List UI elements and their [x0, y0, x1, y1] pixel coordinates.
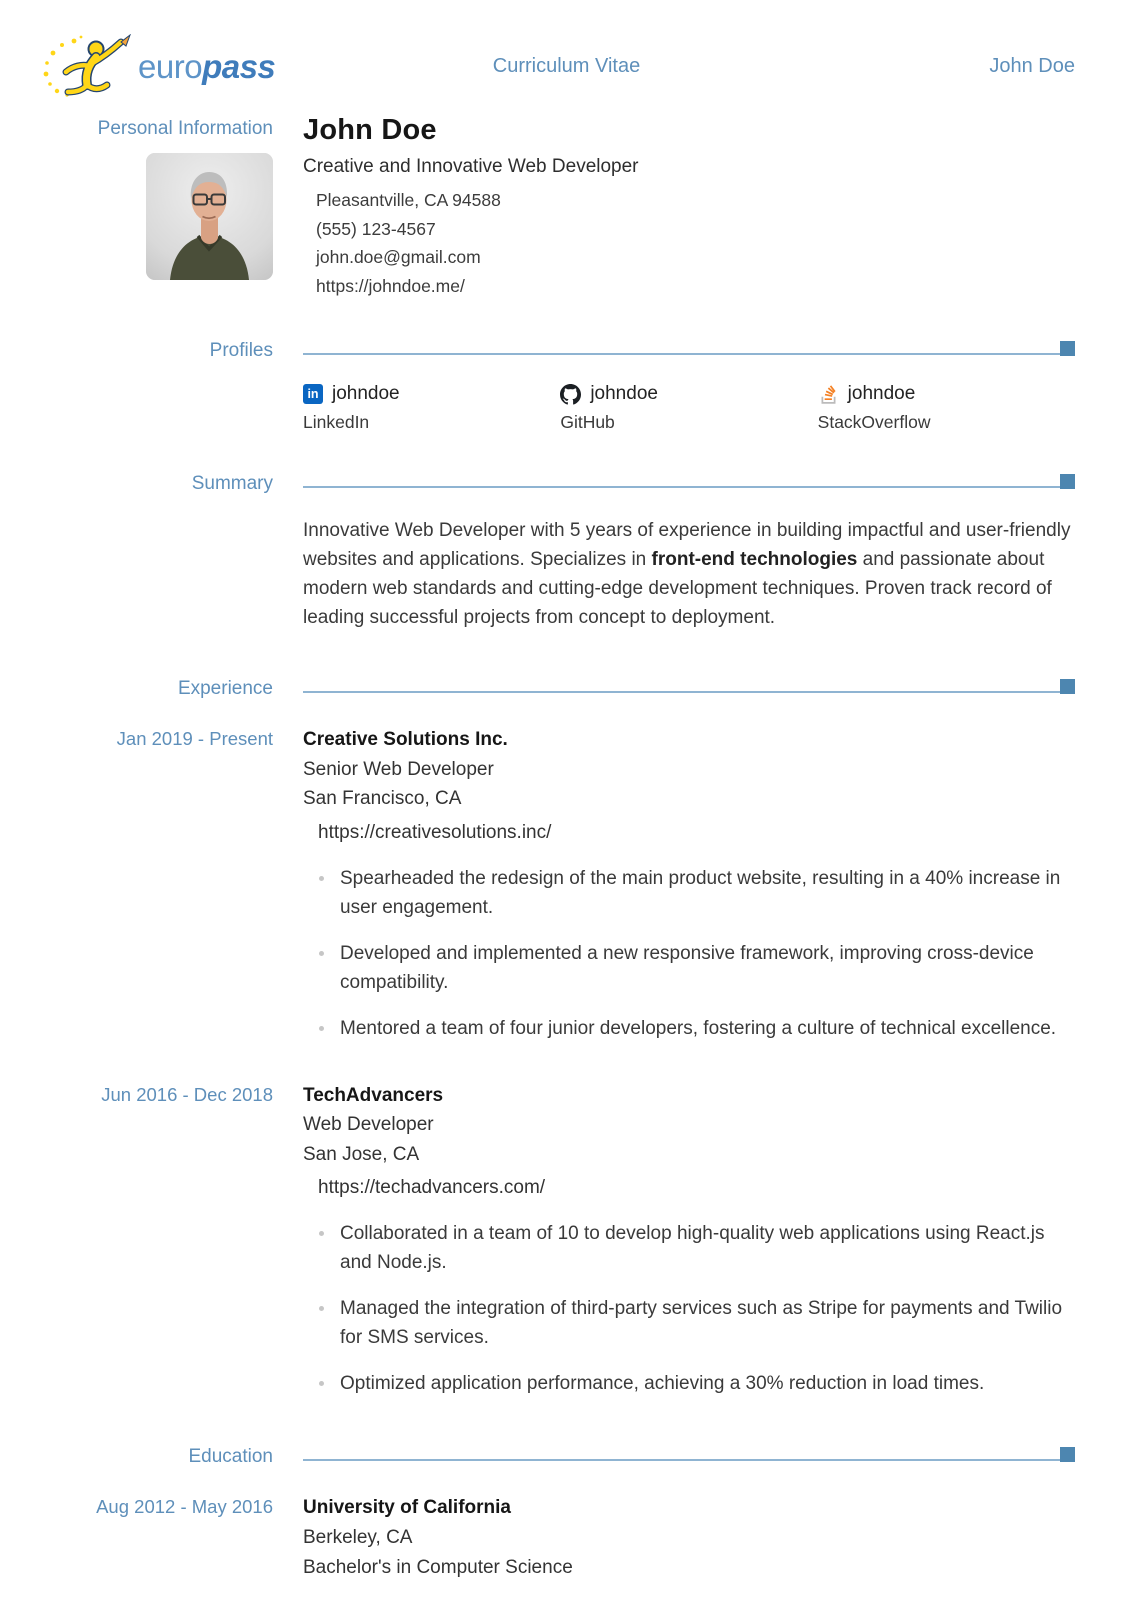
summary-paragraph [303, 516, 1075, 632]
document-title: Curriculum Vitae [492, 54, 641, 77]
job-company: Creative Solutions Inc. [303, 729, 508, 750]
job-bullet: Spearheaded the redesign of the main product website, resulting in a 40% increase in user engagement. [303, 864, 1075, 922]
page-header [0, 0, 1133, 96]
profile-username: johndoe [590, 383, 658, 404]
profile-network: StackOverflow [817, 412, 931, 432]
education-degree: Bachelor's in Computer Science [303, 1557, 573, 1578]
profile-stackoverflow [818, 383, 1075, 433]
job-bullet: Managed the integration of third-party services such as Stripe for payments and Twilio for SMS services. [303, 1294, 1075, 1352]
europass-wordmark [138, 47, 276, 85]
profile-linkedin [303, 383, 560, 433]
header-person-name: John Doe [989, 54, 1075, 77]
website-text: https://johndoe.me/ [316, 275, 465, 296]
job-bullet: Mentored a team of four junior developers, fostering a culture of technical excellence. [303, 1014, 1075, 1043]
job-dates: Jan 2019 - Present [116, 728, 273, 749]
job-dates: Jun 2016 - Dec 2018 [101, 1083, 273, 1105]
section-header-profiles [0, 340, 1133, 362]
divider-end-square [1060, 474, 1075, 489]
section-divider [303, 1445, 1075, 1462]
experience-entry-2 [0, 1081, 1133, 1399]
job-url: https://creativesolutions.inc/ [318, 821, 552, 843]
experience-entry-1 [0, 725, 1133, 1043]
profile-username: johndoe [847, 383, 916, 404]
job-role: Senior Web Developer [303, 758, 494, 780]
person-job-title: Creative and Innovative Web Developer [303, 156, 639, 177]
section-divider [303, 339, 1075, 356]
education-dates: Aug 2012 - May 2016 [96, 1496, 273, 1517]
profile-username: johndoe [332, 383, 400, 404]
phone-text: (555) 123-4567 [316, 218, 436, 239]
profile-photo [146, 153, 273, 280]
profile-network: GitHub [560, 412, 615, 432]
logo-text-euro: euro [138, 47, 203, 85]
divider-end-square [1060, 341, 1075, 356]
section-summary-content [0, 495, 1133, 632]
divider-end-square [1060, 1447, 1075, 1462]
job-url: https://techadvancers.com/ [318, 1177, 546, 1198]
europass-figure-icon [40, 34, 136, 98]
logo-text-pass: pass [202, 47, 276, 85]
address-text: Pleasantville, CA 94588 [316, 190, 501, 210]
section-label-profiles: Profiles [209, 340, 273, 361]
person-name: John Doe [303, 114, 437, 146]
stackoverflow-icon [818, 384, 839, 405]
summary-text-before: Innovative Web Developer with 5 years of experience in building impactful and user-friendly websites and applications. Specializes in [303, 520, 1071, 570]
job-role: Web Developer [303, 1114, 434, 1135]
job-location: San Jose, CA [303, 1143, 420, 1165]
profile-network: LinkedIn [303, 412, 370, 432]
summary-text-after: and passionate about modern web standards and cutting-edge development techniques. Proven track record of leading successful projects from concept to deployment. [303, 549, 1052, 628]
section-header-education [0, 1446, 1133, 1468]
section-label-summary: Summary [191, 473, 273, 494]
portrait-image [146, 153, 273, 280]
job-bullet-list [303, 1219, 1075, 1398]
section-divider [303, 472, 1075, 489]
education-location: Berkeley, CA [303, 1527, 413, 1548]
education-entry-1 [0, 1493, 1133, 1583]
divider-end-square [1060, 679, 1075, 694]
section-divider [303, 677, 1075, 694]
education-school: University of California [303, 1497, 511, 1518]
section-label-experience: Experience [177, 678, 273, 699]
section-label-education: Education [188, 1446, 273, 1467]
contact-list [303, 186, 1075, 300]
job-bullet: Collaborated in a team of 10 to develop high-quality web applications using React.js and Node.js. [303, 1219, 1075, 1277]
section-header-experience [0, 678, 1133, 700]
section-label-personal-information: Personal Information [97, 118, 273, 139]
job-bullet: Optimized application performance, achieving a 30% reduction in load times. [303, 1369, 1075, 1398]
section-profiles-content [0, 362, 1133, 433]
email-text: john.doe@gmail.com [316, 247, 481, 267]
summary-text-bold: front-end technologies [651, 549, 858, 570]
job-company: TechAdvancers [303, 1084, 444, 1106]
job-location: San Francisco, CA [303, 788, 462, 809]
linkedin-icon: in [303, 384, 323, 404]
github-icon [560, 384, 581, 405]
job-bullet: Developed and implemented a new responsive framework, improving cross-device compatibility. [303, 939, 1075, 997]
section-personal [0, 114, 1133, 300]
europass-logo [40, 34, 275, 98]
section-header-summary [0, 473, 1133, 495]
job-bullet-list [303, 864, 1075, 1043]
profile-github [560, 383, 817, 433]
